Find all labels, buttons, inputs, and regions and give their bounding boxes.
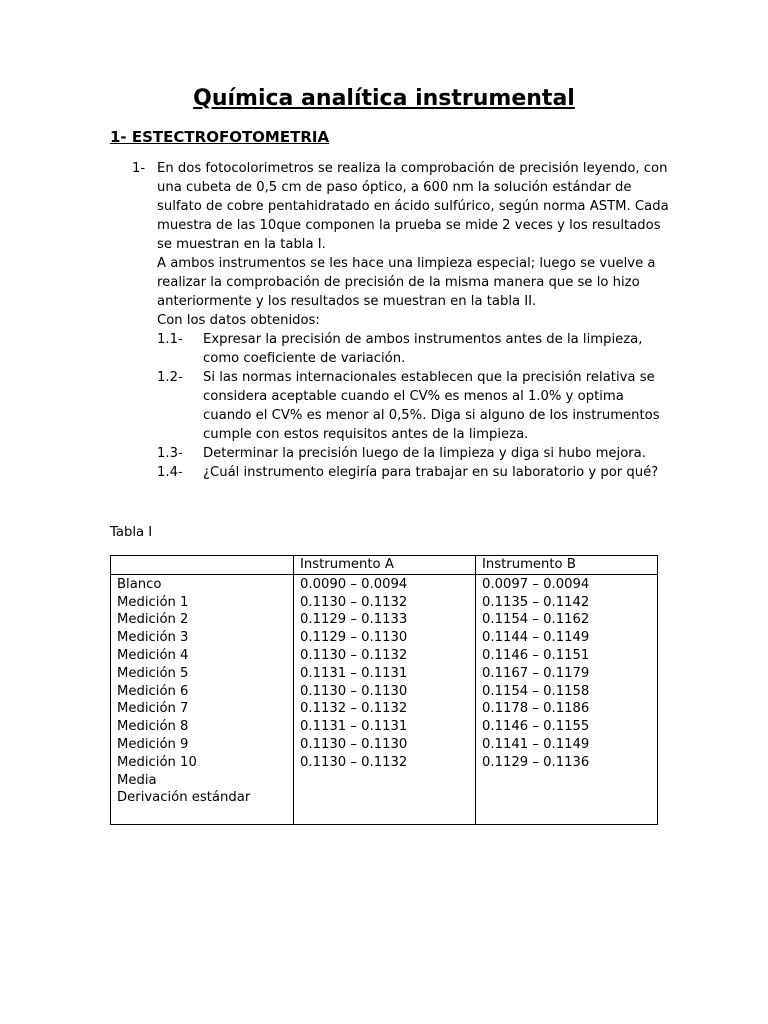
row-label: Medición 9 (117, 736, 189, 752)
subitem-1-1 (157, 330, 672, 368)
value-a: 0.1130 – 0.1130 (300, 736, 408, 752)
table-header-row (111, 556, 658, 575)
value-b: 0.1135 – 0.1142 (482, 594, 590, 610)
table-label: Tabla I (110, 525, 153, 540)
row-label: Medición 1 (117, 594, 189, 610)
row-label: Medición 8 (117, 719, 189, 735)
row-label: Medición 5 (117, 665, 189, 681)
instrument-b-cell (476, 574, 658, 824)
value-b: 0.1154 – 0.1162 (482, 612, 590, 628)
subitem-1-3 (157, 444, 672, 463)
row-label: Medición 6 (117, 683, 189, 699)
measurements-table (110, 555, 658, 825)
value-a: 0.0090 – 0.0094 (300, 576, 408, 592)
problem-paragraph: En dos fotocolorimetros se realiza la comprobación de precisión leyendo, con una cubeta de 0,5 cm de paso óptico, a 600 nm la solución estándar de sulfato de cobre pentahidratado en ácido sulfúrico, según norma ASTM. Cada muestra de las 10que componen la prueba se mide 2 veces y los resultados se muestran en la tabla I. (157, 161, 669, 252)
value-b: 0.1167 – 0.1179 (482, 665, 590, 681)
row-label: Blanco (117, 576, 162, 592)
problem-paragraph: A ambos instrumentos se les hace una limpieza especial; luego se vuelve a realizar la comprobación de precisión de la misma manera que se lo hizo anteriormente y los resultados se muestran en la tabla II. (157, 256, 656, 309)
problem-number: 1- (132, 161, 146, 176)
value-a: 0.1130 – 0.1132 (300, 754, 408, 770)
row-label: Medición 3 (117, 630, 189, 646)
value-a: 0.1130 – 0.1132 (300, 594, 408, 610)
subitem-1-4 (157, 463, 672, 482)
value-b: 0.1178 – 0.1186 (482, 701, 590, 717)
subitem-number: 1.1- (157, 332, 183, 347)
section-heading: 1- ESTECTROFOTOMETRIA (110, 128, 330, 146)
document-title: Química analítica instrumental (193, 86, 575, 111)
subitem-1-2 (157, 368, 672, 444)
value-a: 0.1131 – 0.1131 (300, 665, 408, 681)
subitem-number: 1.2- (157, 370, 183, 385)
subitem-text: Si las normas internacionales establecen que la precisión relativa se considera aceptable cuando el CV% es menos al 1.0% y optima cuando el CV% es menor al 0,5%. Diga si alguno de los instrumentos cumple con estos requisitos antes de la limpieza. (203, 370, 660, 442)
subitem-text: Expresar la precisión de ambos instrumentos antes de la limpieza, como coeficiente de variación. (203, 332, 643, 366)
instrument-a-cell (294, 574, 476, 824)
value-a: 0.1131 – 0.1131 (300, 719, 408, 735)
row-label: Medición 10 (117, 754, 197, 770)
value-b: 0.1146 – 0.1151 (482, 647, 590, 663)
header-cell: Instrumento A (294, 556, 476, 575)
value-a: 0.1129 – 0.1130 (300, 630, 408, 646)
header-cell: Instrumento B (476, 556, 658, 575)
problem-1 (132, 159, 672, 482)
value-a: 0.1129 – 0.1133 (300, 612, 408, 628)
subitem-number: 1.4- (157, 465, 183, 480)
problem-paragraph: Con los datos obtenidos: (157, 313, 320, 328)
value-b: 0.1144 – 0.1149 (482, 630, 590, 646)
value-a: 0.1132 – 0.1132 (300, 701, 408, 717)
value-a: 0.1130 – 0.1132 (300, 647, 408, 663)
problem-body (157, 159, 672, 482)
row-labels-cell (111, 574, 294, 824)
value-b: 0.1141 – 0.1149 (482, 736, 590, 752)
value-b: 0.1154 – 0.1158 (482, 683, 590, 699)
subitem-text: Determinar la precisión luego de la limpieza y diga si hubo mejora. (203, 446, 646, 461)
row-label: Medición 7 (117, 701, 189, 717)
row-label: Derivación estándar (117, 790, 251, 806)
value-b: 0.1129 – 0.1136 (482, 754, 590, 770)
table-body-row (111, 574, 658, 824)
header-cell (111, 556, 294, 575)
subitem-text: ¿Cuál instrumento elegiría para trabajar en su laboratorio y por qué? (203, 465, 659, 480)
value-b: 0.1146 – 0.1155 (482, 719, 590, 735)
value-b: 0.0097 – 0.0094 (482, 576, 590, 592)
row-label: Media (117, 772, 157, 788)
value-a: 0.1130 – 0.1130 (300, 683, 408, 699)
subitem-number: 1.3- (157, 446, 183, 461)
row-label: Medición 4 (117, 647, 189, 663)
row-label: Medición 2 (117, 612, 189, 628)
